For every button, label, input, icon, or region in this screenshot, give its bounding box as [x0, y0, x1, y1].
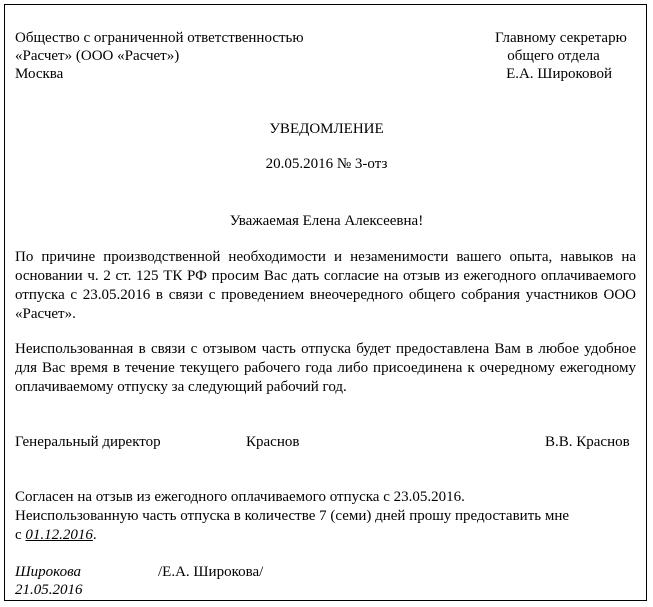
consent-line-3 — [15, 526, 97, 544]
recipient-name: Е.А. Широковой — [506, 66, 612, 82]
sender-line-2: «Расчет» (ООО «Расчет») — [15, 48, 180, 64]
paragraph-1: По причине производственной необходимости и незаменимости вашего опыта, навыков на основании ч. 2 ст. 125 ТК РФ просим Вас дать согласие на отзыв из ежегодного оплачиваемого отпуска с 23.05.2016 в связи с проведением внеочередного общего собрания участников ООО «Расчет». — [15, 249, 636, 322]
consent-line-1: Согласен на отзыв из ежегодного оплачиваемого отпуска с 23.05.2016. — [15, 489, 465, 505]
employee-date: 21.05.2016 — [15, 582, 83, 598]
sender-line-1: Общество с ограниченной ответственностью — [15, 30, 304, 46]
recipient-line-2: общего отдела — [507, 48, 600, 64]
employee-signature: Широкова — [15, 564, 81, 580]
recipient-line-1: Главному секретарю — [495, 30, 627, 46]
sender-city: Москва — [15, 66, 64, 82]
employee-name: /Е.А. Широкова/ — [158, 564, 264, 580]
document-number: 20.05.2016 № 3-отз — [265, 156, 388, 172]
greeting: Уважаемая Елена Алексеевна! — [229, 213, 424, 229]
consent-date-suffix: . — [92, 527, 97, 543]
consent-line-2: Неиспользованную часть отпуска в количестве 7 (семи) дней прошу предоставить мне — [15, 508, 570, 524]
signatory-signature: Краснов — [246, 434, 300, 450]
consent-date-prefix: с — [15, 527, 26, 543]
signatory-position: Генеральный директор — [15, 434, 161, 450]
signatory-name: В.В. Краснов — [545, 434, 630, 450]
document-title: УВЕДОМЛЕНИЕ — [269, 121, 384, 137]
consent-date: 01.12.2016 — [25, 527, 93, 543]
paragraph-2: Неиспользованная в связи с отзывом часть отпуска будет предоставлена Вам в любое удобное для Вас время в течение текущего рабочего года либо присоединена к очередному ежегодному оплачиваемому отпуску за следующий рабочий год. — [15, 341, 636, 395]
